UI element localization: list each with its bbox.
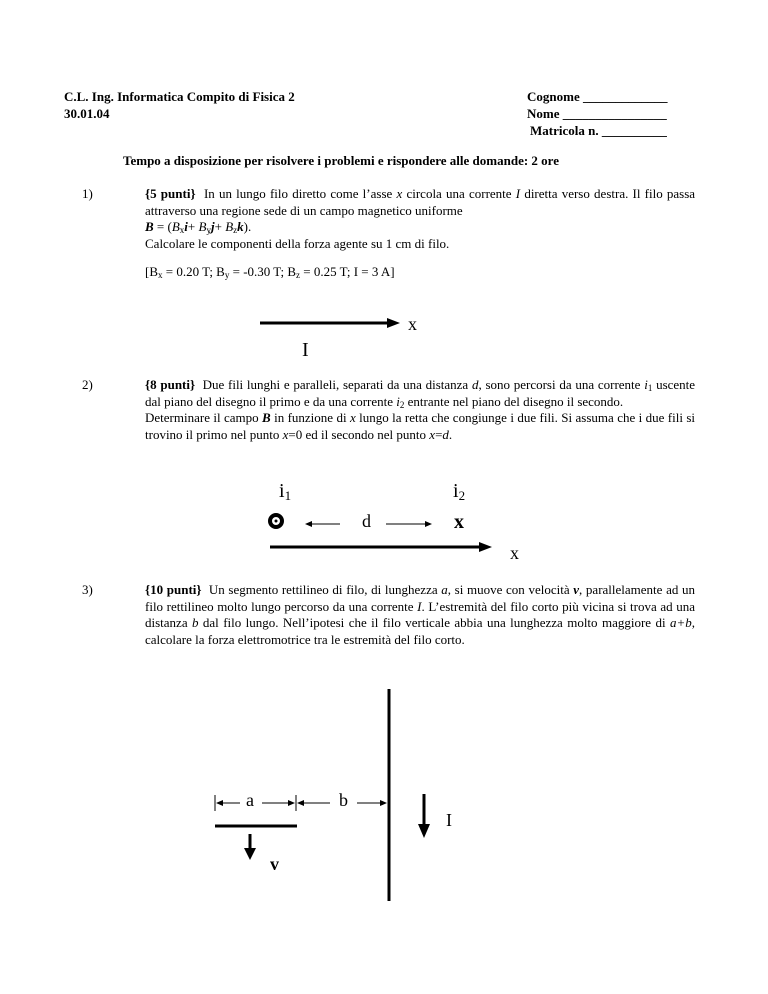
dim-a (215, 795, 296, 811)
problem-1-text: {5 punti} In un lungo filo diretto come l’asse x circola una corrente I diretta verso destra. Il filo passa attraverso una regione sede di un campo magnetico uniforme $B = (B_xi+ B_yj+ B_zk)$. Calcolare le componenti della forza agente su 1 cm di filo. (145, 186, 696, 251)
velocity-arrow (244, 834, 256, 860)
field-formula: $B = (B_xi+ B_yj+ B_zk)$. (145, 219, 252, 235)
exam-date: 30.01.04 (64, 106, 110, 121)
fig2-i1-label: $i_1$ (279, 480, 292, 503)
fig3-v-label: v (270, 854, 279, 874)
fig3-I-label: I (446, 810, 452, 830)
problem-3-number: 3) (82, 582, 93, 597)
problem-1-number: 1) (82, 186, 93, 201)
fig1-current-label: I (302, 339, 309, 361)
cognome-field: Cognome _____________ (527, 89, 668, 104)
ring-out-icon (270, 515, 282, 527)
nome-field: Nome ________________ (527, 106, 667, 121)
problem-2-text: {8 punti} Due fili lunghi e paralleli, separati da una distanza d, sono percorsi da una corrente $i_1$ uscente dal piano del disegno il primo e da una corrente $i_2$ entrante nel piano del disegno il secondo. Determinare il campo B in funzione di x lungo la retta che congiunge i due fili. Si assuma che i due fili si trovino il primo nel punto x=0 ed il secondo nel punto x=d. (145, 377, 696, 442)
wire-1-arrow (260, 318, 400, 328)
fig2-d-label: d (362, 511, 371, 531)
d-right-arrow (386, 521, 432, 527)
fig2-axis-label: x (510, 543, 519, 563)
d-left-arrow (305, 521, 340, 527)
problem-1-data: [$B_x = 0.20$ T; $B_y = -0.30$ T; $B_z = 0.25$ T; I = 3 A] (145, 264, 395, 280)
matricola-field: Matricola n. __________ (530, 123, 667, 138)
problem-3-text: {10 punti} Un segmento rettilineo di filo, di lunghezza a, si muove con velocità v, parallelamente ad un filo rettilineo molto lungo percorso da una corrente I. L’estremità del filo corto più vicina si trova ad una distanza b dal filo lungo. Nell’ipotesi che il filo verticale abbia una lunghezza molto maggiore di a+b, calcolare la forza elettromotrice tra le estremità del filo corto. (145, 582, 696, 647)
fig1-axis-label: x (408, 314, 417, 334)
time-note: Tempo a disposizione per risolvere i problemi e rispondere alle domande: 2 ore (123, 153, 559, 168)
fig3-b-label: b (339, 790, 348, 810)
x-axis-arrow (270, 542, 492, 552)
fig2-into-label: x (454, 511, 464, 533)
current-arrow (418, 794, 430, 838)
course-title: C.L. Ing. Informatica Compito di Fisica 2 (64, 89, 295, 104)
problem-2-number: 2) (82, 377, 93, 392)
fig2-i2-label: $i_2$ (453, 480, 466, 503)
fig3-a-label: a (246, 790, 254, 810)
